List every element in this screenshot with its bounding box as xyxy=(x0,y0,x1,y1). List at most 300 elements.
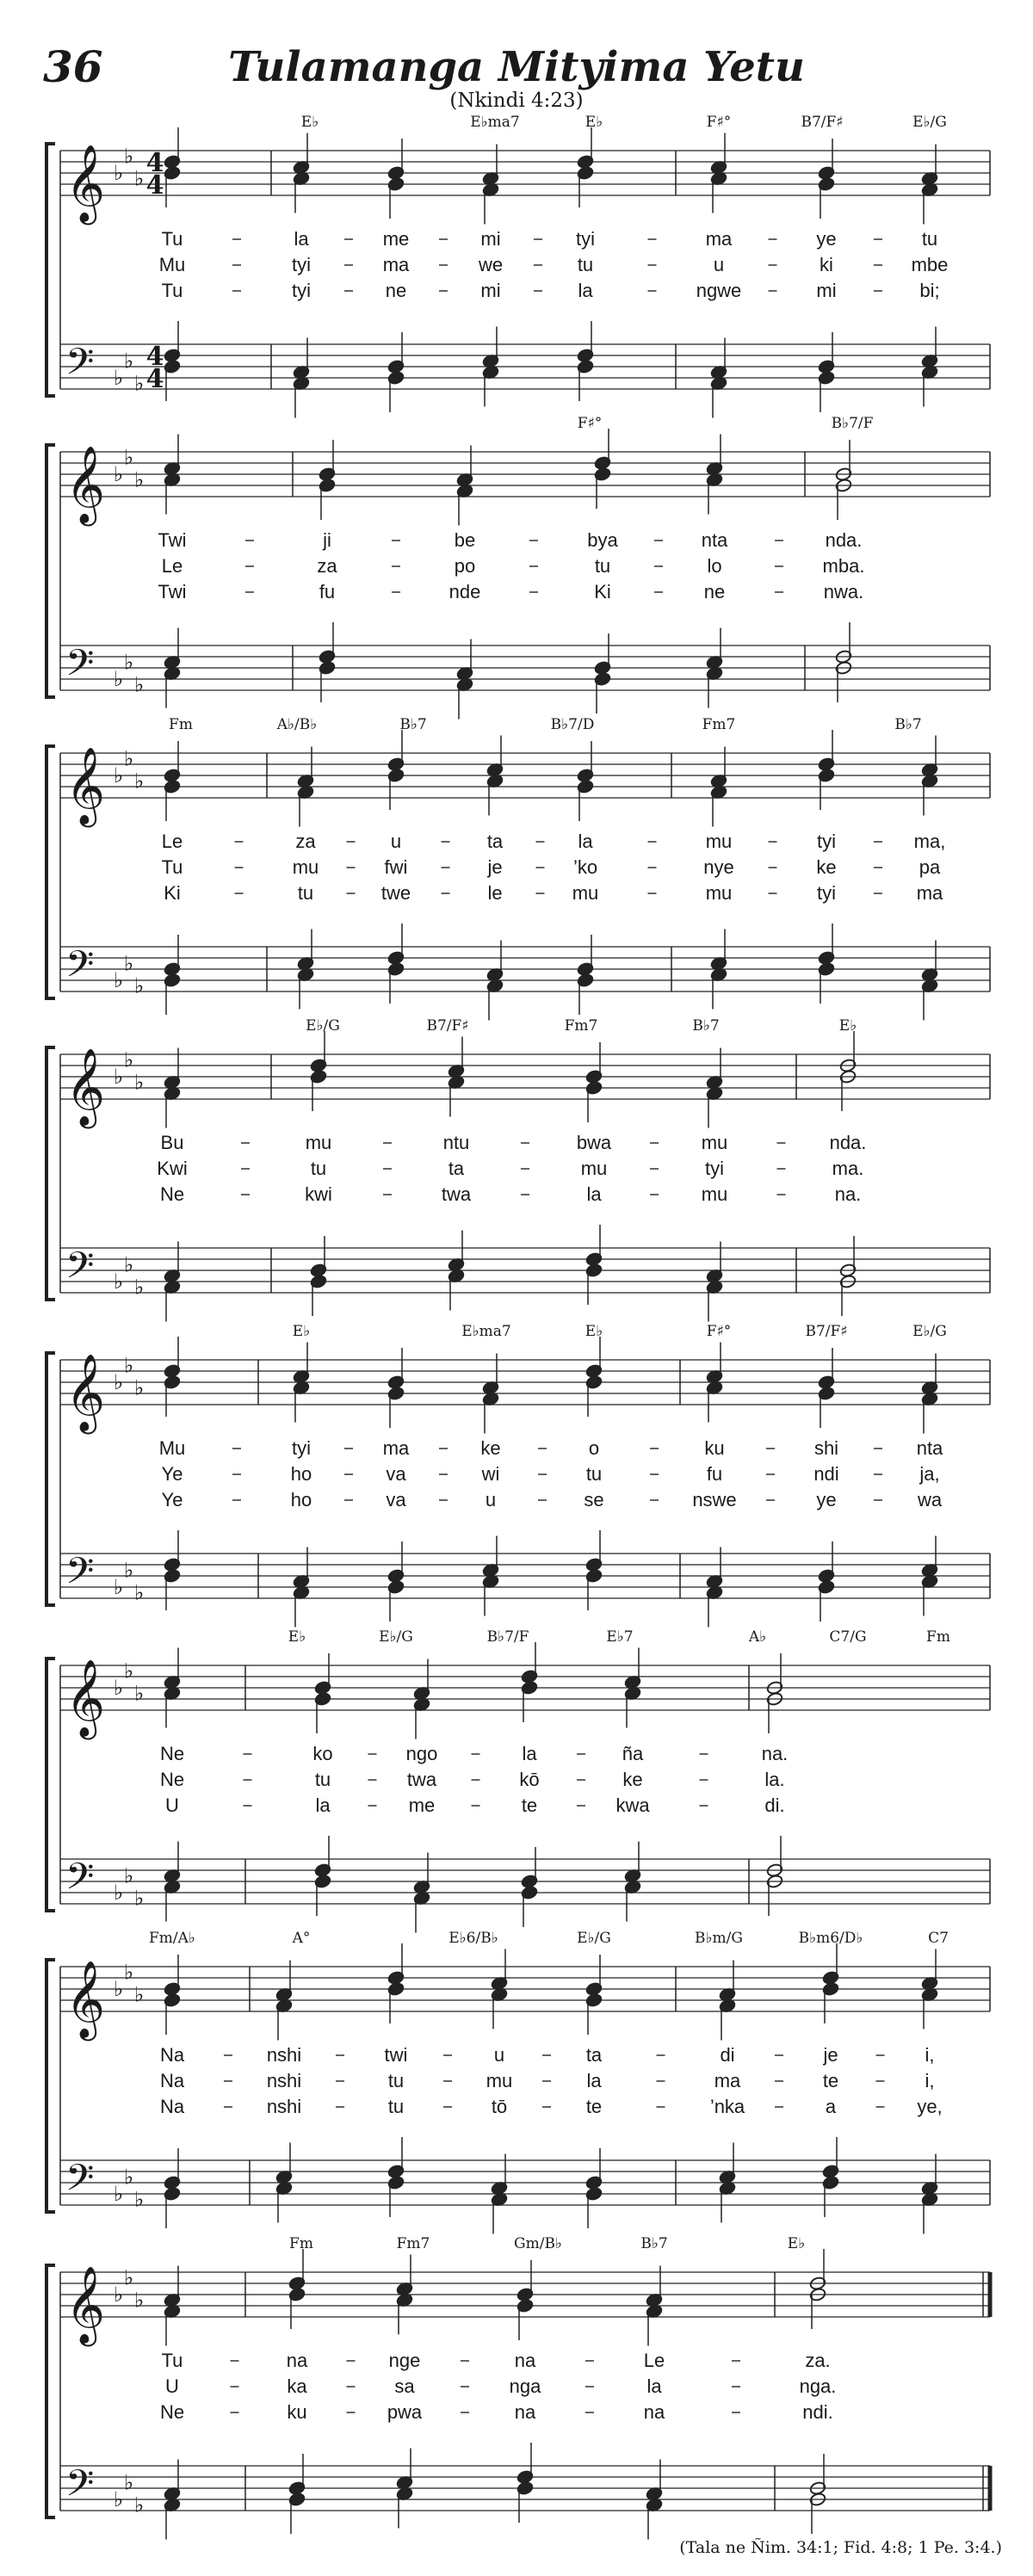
chord-symbol: B♭7/F xyxy=(831,415,874,432)
chord-symbol: E♭/G xyxy=(577,1930,611,1947)
lyric-syllable: ’nka xyxy=(709,2096,745,2117)
key-flat: ♭ xyxy=(134,1375,145,1400)
lyric-syllable: Twi xyxy=(158,581,187,602)
lyric-syllable: la xyxy=(646,2375,662,2397)
lyric-syllable: fu xyxy=(706,1463,723,1485)
treble-staff xyxy=(60,1967,990,2011)
lyric-syllable: mu xyxy=(701,1183,728,1205)
key-flat: ♭ xyxy=(124,746,134,771)
key-flat: ♭ xyxy=(124,144,134,169)
chord-symbol: Fm xyxy=(289,2235,313,2252)
lyric-syllable: mu xyxy=(580,1158,608,1179)
lyric-syllable: twa xyxy=(406,1769,437,1790)
lyric-syllable: la xyxy=(586,2070,602,2091)
lyric-syllable: tu xyxy=(921,228,938,250)
chord-symbol: E♭/G xyxy=(306,1017,340,1035)
bass-clef: 𝄢 xyxy=(65,2157,95,2208)
key-flat: ♭ xyxy=(124,1558,134,1583)
system-bracket xyxy=(46,445,55,697)
key-flat: ♭ xyxy=(114,2182,124,2206)
chord-symbol: E♭ma7 xyxy=(461,1323,511,1340)
key-flat: ♭ xyxy=(124,1863,134,1888)
lyric-syllable: te xyxy=(521,1795,538,1816)
lyric-syllable: twi xyxy=(384,2044,408,2066)
lyric-syllable: mu xyxy=(572,882,599,904)
lyric-syllable: nga xyxy=(509,2375,541,2397)
lyric-syllable: za. xyxy=(805,2350,831,2371)
lyric-syllable: Ne xyxy=(159,1743,185,1764)
system-2 xyxy=(46,415,990,720)
lyric-syllable: shi xyxy=(813,1437,839,1459)
system-6 xyxy=(46,1628,990,1933)
lyric-syllable: Twi xyxy=(158,529,187,551)
bass-clef: 𝄢 xyxy=(65,642,95,694)
system-7 xyxy=(46,1930,990,2234)
lyric-syllable: ye xyxy=(816,1489,837,1510)
key-flat: ♭ xyxy=(134,2187,145,2212)
key-flat: ♭ xyxy=(134,467,145,492)
key-flat: ♭ xyxy=(134,1886,145,1911)
chord-symbol: F♯° xyxy=(706,114,732,131)
lyric-syllable: se xyxy=(584,1489,604,1510)
lyric-syllable: Na xyxy=(159,2044,185,2066)
lyric-syllable: bi; xyxy=(919,280,940,301)
key-flat: ♭ xyxy=(134,2493,145,2517)
hymn-number: 36 xyxy=(43,41,103,92)
key-flat: ♭ xyxy=(114,1370,124,1394)
key-flat: ♭ xyxy=(114,1575,124,1599)
lyric-syllable: bya xyxy=(587,529,618,551)
system-8 xyxy=(46,2235,990,2540)
lyric-syllable: tu xyxy=(310,1158,327,1179)
chord-symbol: E♭ xyxy=(300,114,319,131)
lyric-syllable: na xyxy=(514,2401,536,2423)
system-bracket xyxy=(46,1659,55,1911)
lyric-syllable: ka xyxy=(287,2375,307,2397)
lyric-syllable: nwa. xyxy=(823,581,864,602)
lyric-syllable: nshi xyxy=(266,2070,302,2091)
chord-symbol: B♭7 xyxy=(399,716,427,733)
lyric-syllable: ja, xyxy=(919,1463,940,1485)
treble-staff xyxy=(60,753,990,798)
lyric-syllable: ma xyxy=(382,1437,410,1459)
lyric-syllable: pa xyxy=(919,856,941,878)
chord-symbol: F♯° xyxy=(706,1323,732,1340)
time-signature: 4 xyxy=(145,148,164,178)
lyric-syllable: mba. xyxy=(822,555,865,577)
lyric-syllable: me xyxy=(382,228,410,250)
key-flat: ♭ xyxy=(114,1676,124,1700)
lyric-syllable: na xyxy=(643,2401,665,2423)
lyric-syllable: Tu xyxy=(161,228,183,250)
time-signature: 4 xyxy=(145,170,164,201)
lyric-syllable: je xyxy=(487,856,503,878)
lyric-syllable: mu xyxy=(486,2070,513,2091)
chord-symbol: E♭ma7 xyxy=(470,114,520,131)
lyric-syllable: tyi xyxy=(705,1158,724,1179)
treble-staff xyxy=(60,452,990,497)
key-flat: ♭ xyxy=(134,371,145,396)
treble-clef: 𝄞 xyxy=(65,1659,106,1737)
lyric-syllable: nde xyxy=(448,581,481,602)
key-flat: ♭ xyxy=(124,1659,134,1683)
lyric-syllable: wa xyxy=(917,1489,943,1510)
lyric-syllable: mi xyxy=(816,280,837,301)
lyric-syllable: mu xyxy=(701,1132,728,1153)
key-flat: ♭ xyxy=(124,349,134,374)
lyric-syllable: ku xyxy=(287,2401,307,2423)
lyric-syllable: me xyxy=(408,1795,436,1816)
lyric-syllable: ma xyxy=(382,254,410,275)
lyric-syllable: ngo xyxy=(405,1743,438,1764)
lyric-syllable: tu xyxy=(594,555,611,577)
lyric-syllable: fu xyxy=(319,581,336,602)
lyric-syllable: nswe xyxy=(692,1489,737,1510)
system-bracket xyxy=(46,1353,55,1605)
lyric-syllable: Tu xyxy=(161,856,183,878)
treble-staff xyxy=(60,151,990,195)
chord-symbol: B♭7/F xyxy=(486,1628,529,1646)
chord-symbol: E♭/G xyxy=(912,114,947,131)
lyric-syllable: Ki xyxy=(164,882,181,904)
lyric-syllable: nshi xyxy=(266,2044,302,2066)
lyric-syllable: la xyxy=(578,831,593,852)
chord-symbol: Fm/A♭ xyxy=(149,1930,195,1947)
lyric-syllable: Na xyxy=(159,2096,185,2117)
key-flat: ♭ xyxy=(114,2487,124,2511)
lyric-syllable: ma. xyxy=(832,1158,864,1179)
lyric-syllable: nshi xyxy=(266,2096,302,2117)
system-bracket xyxy=(46,144,55,396)
lyric-syllable: tyi xyxy=(292,254,311,275)
lyric-syllable: u xyxy=(390,831,402,852)
lyric-syllable: U xyxy=(165,1795,179,1816)
lyric-syllable: tyi xyxy=(292,1437,311,1459)
key-flat: ♭ xyxy=(134,1275,145,1300)
lyric-syllable: tō xyxy=(491,2096,508,2117)
lyric-syllable: pwa xyxy=(387,2401,423,2423)
chord-symbol: E♭/G xyxy=(379,1628,413,1646)
lyric-syllable: ma xyxy=(916,882,943,904)
treble-clef: 𝄞 xyxy=(65,1961,106,2038)
chord-symbol: B7/F♯ xyxy=(801,114,844,131)
lyric-syllable: mi xyxy=(480,280,501,301)
system-5 xyxy=(46,1323,990,1628)
key-flat: ♭ xyxy=(134,769,145,794)
lyric-syllable: ntu xyxy=(442,1132,470,1153)
chord-symbol: B♭m6/D♭ xyxy=(798,1930,863,1947)
lyric-syllable: kō xyxy=(519,1769,540,1790)
lyric-syllable: ki xyxy=(820,254,833,275)
lyric-syllable: ma xyxy=(714,2070,741,2091)
lyric-syllable: la xyxy=(578,280,593,301)
lyric-syllable: u xyxy=(493,2044,505,2066)
lyric-syllable: nda. xyxy=(825,529,863,551)
lyric-syllable: wi xyxy=(481,1463,500,1485)
lyric-syllable: Tu xyxy=(161,280,183,301)
bass-staff xyxy=(60,947,990,991)
treble-clef: 𝄞 xyxy=(65,1354,106,1431)
lyric-syllable: mu xyxy=(305,1132,332,1153)
chord-symbol: E♭ xyxy=(585,1323,603,1340)
bass-staff xyxy=(60,646,990,690)
lyric-syllable: be xyxy=(454,529,476,551)
key-flat: ♭ xyxy=(114,763,124,788)
lyric-syllable: twa xyxy=(441,1183,472,1205)
chord-symbol: E♭ xyxy=(288,1628,306,1646)
lyric-syllable: ye xyxy=(816,228,837,250)
key-flat: ♭ xyxy=(114,1269,124,1294)
lyric-syllable: Le xyxy=(643,2350,665,2371)
chord-symbol: E♭ xyxy=(585,114,603,131)
key-flat: ♭ xyxy=(114,1065,124,1089)
footer-references: (Tala ne Ñim. 34:1; Fid. 4:8; 1 Pe. 3:4.) xyxy=(679,2538,1002,2557)
lyric-syllable: tyi xyxy=(817,882,836,904)
bass-clef: 𝄢 xyxy=(65,2462,95,2514)
chord-symbol: E♭/G xyxy=(912,1323,947,1340)
lyric-syllable: nta xyxy=(701,529,728,551)
lyric-syllable: la xyxy=(586,1183,602,1205)
chord-symbol: E♭ xyxy=(838,1017,857,1035)
system-bracket xyxy=(46,2265,55,2517)
lyric-syllable: nda. xyxy=(829,1132,867,1153)
key-flat: ♭ xyxy=(134,973,145,998)
lyric-syllable: za xyxy=(317,555,337,577)
lyric-syllable: mbe xyxy=(911,254,949,275)
lyric-syllable: Tu xyxy=(161,2350,183,2371)
key-flat: ♭ xyxy=(134,1681,145,1706)
key-flat: ♭ xyxy=(114,366,124,390)
lyric-syllable: mi xyxy=(480,228,501,250)
lyric-syllable: te xyxy=(585,2096,603,2117)
lyric-syllable: nga. xyxy=(799,2375,837,2397)
key-flat: ♭ xyxy=(114,462,124,486)
lyric-syllable: kwa xyxy=(615,1795,650,1816)
lyric-syllable: bwa xyxy=(576,1132,612,1153)
lyric-syllable: ku xyxy=(704,1437,725,1459)
lyric-syllable: tu xyxy=(387,2096,405,2117)
lyric-syllable: ta xyxy=(486,831,504,852)
lyric-syllable: ma, xyxy=(913,831,946,852)
lyric-syllable: la xyxy=(315,1795,331,1816)
system-3 xyxy=(46,716,990,1021)
key-flat: ♭ xyxy=(134,1070,145,1095)
lyric-syllable: ke xyxy=(622,1769,643,1790)
lyric-syllable: ji xyxy=(323,529,331,551)
bass-clef: 𝄢 xyxy=(65,943,95,995)
lyric-syllable: tu xyxy=(314,1769,331,1790)
lyric-syllable: va xyxy=(386,1463,406,1485)
lyric-syllable: na xyxy=(286,2350,308,2371)
lyric-syllable: mu xyxy=(705,882,733,904)
lyric-syllable: lo xyxy=(707,555,722,577)
chord-symbol: B♭7 xyxy=(692,1017,720,1035)
lyric-syllable: Ne xyxy=(159,1183,185,1205)
lyric-syllable: Ne xyxy=(159,1769,185,1790)
key-flat: ♭ xyxy=(114,2283,124,2307)
lyric-syllable: Mu xyxy=(158,1437,186,1459)
lyric-syllable: po xyxy=(454,555,476,577)
lyric-syllable: ye, xyxy=(917,2096,943,2117)
lyric-syllable: te xyxy=(822,2070,839,2091)
key-flat: ♭ xyxy=(134,1982,145,2007)
system-bracket xyxy=(46,746,55,998)
lyric-syllable: ngwe xyxy=(696,280,742,301)
lyric-syllable: na xyxy=(514,2350,536,2371)
chord-symbol: Fm xyxy=(926,1628,950,1646)
lyric-syllable: kwi xyxy=(305,1183,332,1205)
lyric-syllable: mu xyxy=(292,856,319,878)
lyric-syllable: tyi xyxy=(817,831,836,852)
chord-symbol: A♭/B♭ xyxy=(276,716,318,733)
key-flat: ♭ xyxy=(124,1252,134,1277)
key-flat: ♭ xyxy=(134,2288,145,2313)
lyric-syllable: ta xyxy=(448,1158,465,1179)
lyric-syllable: nge xyxy=(388,2350,421,2371)
treble-clef: 𝄞 xyxy=(65,2266,106,2344)
key-flat: ♭ xyxy=(114,1881,124,1905)
chord-symbol: B♭7 xyxy=(640,2235,668,2252)
lyric-syllable: tyi xyxy=(576,228,595,250)
key-flat: ♭ xyxy=(134,166,145,191)
chord-symbol: B7/F♯ xyxy=(805,1323,848,1340)
treble-staff xyxy=(60,1360,990,1405)
chord-symbol: Fm7 xyxy=(702,716,736,733)
lyric-syllable: ndi. xyxy=(802,2401,833,2423)
lyric-syllable: tu xyxy=(387,2070,405,2091)
lyric-syllable: Ye xyxy=(161,1463,183,1485)
lyric-syllable: ne xyxy=(385,280,407,301)
lyric-syllable: ne xyxy=(703,581,726,602)
lyric-syllable: ña xyxy=(622,1743,644,1764)
bass-staff xyxy=(60,2160,990,2205)
lyric-syllable: Na xyxy=(159,2070,185,2091)
bass-staff xyxy=(60,1554,990,1598)
bass-staff xyxy=(60,344,990,389)
key-flat: ♭ xyxy=(114,161,124,185)
key-flat: ♭ xyxy=(114,968,124,992)
lyric-syllable: di. xyxy=(764,1795,785,1816)
lyric-syllable: Kwi xyxy=(157,1158,188,1179)
bass-clef: 𝄢 xyxy=(65,1550,95,1602)
key-flat: ♭ xyxy=(134,1580,145,1605)
key-flat: ♭ xyxy=(124,1960,134,1985)
key-flat: ♭ xyxy=(114,667,124,691)
lyric-syllable: ho xyxy=(290,1489,312,1510)
lyric-syllable: Ki xyxy=(594,581,611,602)
system-1 xyxy=(46,114,990,418)
lyric-syllable: twe xyxy=(380,882,411,904)
key-flat: ♭ xyxy=(124,951,134,976)
lyric-syllable: je xyxy=(823,2044,838,2066)
treble-clef: 𝄞 xyxy=(65,446,106,523)
system-bracket xyxy=(46,1960,55,2212)
key-flat: ♭ xyxy=(124,650,134,675)
lyric-syllable: nta xyxy=(916,1437,943,1459)
lyric-syllable: tyi xyxy=(292,280,311,301)
lyric-syllable: Bu xyxy=(160,1132,184,1153)
lyric-syllable: la xyxy=(522,1743,537,1764)
lyric-syllable: za xyxy=(295,831,316,852)
lyric-syllable: u xyxy=(713,254,725,275)
time-signature: 4 xyxy=(145,342,164,372)
system-4 xyxy=(46,1017,990,1322)
lyric-syllable: sa xyxy=(394,2375,415,2397)
key-flat: ♭ xyxy=(124,1047,134,1072)
lyric-syllable: we xyxy=(478,254,504,275)
key-flat: ♭ xyxy=(124,2470,134,2495)
chord-symbol: B♭7/D xyxy=(550,716,595,733)
lyric-syllable: la. xyxy=(764,1769,785,1790)
scripture-reference: (Nkindi 4:23) xyxy=(449,90,584,112)
lyric-syllable: i, xyxy=(925,2070,935,2091)
lyric-syllable: ta xyxy=(585,2044,603,2066)
key-flat: ♭ xyxy=(114,1977,124,2001)
lyric-syllable: Ne xyxy=(159,2401,185,2423)
chord-symbol: Fm xyxy=(169,716,193,733)
key-flat: ♭ xyxy=(124,2165,134,2190)
key-flat: ♭ xyxy=(124,445,134,470)
lyric-syllable: na. xyxy=(761,1743,789,1764)
hymn-title: Tulamanga Mityima Yetu xyxy=(228,43,805,91)
treble-clef: 𝄞 xyxy=(65,1048,106,1126)
lyric-syllable: U xyxy=(165,2375,179,2397)
chord-symbol: B7/F♯ xyxy=(426,1017,469,1035)
lyric-syllable: Le xyxy=(161,831,183,852)
chord-symbol: Gm/B♭ xyxy=(514,2235,562,2252)
lyric-syllable: mu xyxy=(705,831,733,852)
chord-symbol: F♯° xyxy=(577,415,603,432)
bass-clef: 𝄢 xyxy=(65,1856,95,1907)
lyric-syllable: a xyxy=(825,2096,837,2117)
lyric-syllable: Mu xyxy=(158,254,186,275)
chord-symbol: C7/G xyxy=(829,1628,867,1646)
lyric-syllable: Le xyxy=(161,555,183,577)
chord-symbol: A° xyxy=(292,1930,311,1947)
lyric-syllable: Ye xyxy=(161,1489,183,1510)
chord-symbol: E♭ xyxy=(292,1323,311,1340)
lyric-syllable: tu xyxy=(585,1463,603,1485)
bass-clef: 𝄢 xyxy=(65,341,95,392)
lyric-syllable: le xyxy=(487,882,503,904)
lyric-syllable: la xyxy=(294,228,309,250)
lyric-syllable: ke xyxy=(480,1437,501,1459)
lyric-syllable: na. xyxy=(834,1183,862,1205)
chord-symbol: Fm7 xyxy=(396,2235,430,2252)
key-flat: ♭ xyxy=(124,1353,134,1378)
lyric-syllable: u xyxy=(485,1489,497,1510)
lyric-syllable: ho xyxy=(290,1463,312,1485)
lyric-syllable: va xyxy=(386,1489,406,1510)
lyric-syllable: nye xyxy=(703,856,734,878)
chord-symbol: Fm7 xyxy=(564,1017,598,1035)
treble-clef: 𝄞 xyxy=(65,747,106,825)
chord-symbol: E♭7 xyxy=(606,1628,634,1646)
chord-symbol: C7 xyxy=(928,1930,949,1947)
lyric-syllable: ’ko xyxy=(572,856,598,878)
lyric-syllable: ma xyxy=(705,228,733,250)
lyric-syllable: o xyxy=(588,1437,600,1459)
lyric-syllable: ndi xyxy=(813,1463,839,1485)
chord-symbol: B♭m/G xyxy=(695,1930,743,1947)
lyric-syllable: tu xyxy=(297,882,314,904)
treble-clef: 𝄞 xyxy=(65,145,106,222)
bass-clef: 𝄢 xyxy=(65,1245,95,1296)
chord-symbol: A♭ xyxy=(748,1628,767,1646)
key-flat: ♭ xyxy=(134,672,145,697)
lyric-syllable: ke xyxy=(816,856,837,878)
system-bracket xyxy=(46,1047,55,1300)
